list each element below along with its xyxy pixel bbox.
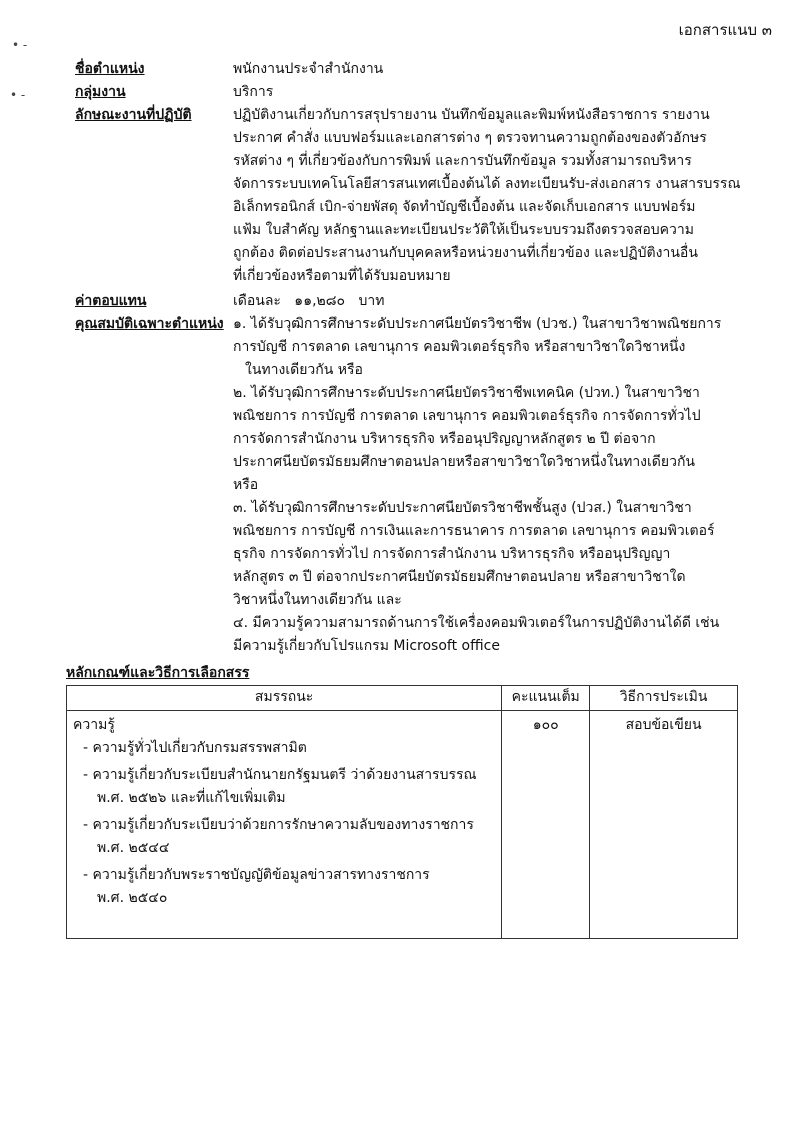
knowledge-item: - ความรู้เกี่ยวกับพระราชบัญญัติข้อมูลข่าวสารทางราชการ bbox=[83, 867, 430, 883]
duties-field bbox=[75, 104, 755, 288]
position-label: ชื่อตำแหน่ง bbox=[75, 61, 145, 77]
duties-text bbox=[233, 104, 755, 288]
qualification-line: พณิชยการ การบัญชี การเงินและการธนาคาร การตลาด เลขานุการ คอมพิวเตอร์ bbox=[233, 523, 715, 539]
salary-value: เดือนละ ๑๑,๒๘๐ บาท bbox=[233, 293, 385, 309]
duties-line: ถูกต้อง ติดต่อประสานงานกับบุคคลหรือหน่วยงานที่เกี่ยวข้อง และปฏิบัติงานอื่น bbox=[233, 245, 698, 261]
scan-mark: • - bbox=[12, 38, 28, 52]
duties-line: แฟ้ม ใบสำคัญ หลักฐานและทะเบียนประวัติให้เป็นระบบรวมถึงตรวจสอบความ bbox=[233, 222, 694, 238]
method-cell: สอบข้อเขียน bbox=[590, 711, 738, 939]
attachment-label: เอกสารแนบ ๓ bbox=[678, 21, 772, 39]
criteria-header-row bbox=[67, 686, 738, 711]
qualification-line: ๒. ได้รับวุฒิการศึกษาระดับประกาศนียบัตรวิชาชีพเทคนิค (ปวท.) ในสาขาวิชา bbox=[233, 385, 700, 401]
qualification-line: หลักสูตร ๓ ปี ต่อจากประกาศนียบัตรมัธยมศึกษาตอนปลาย หรือสาขาวิชาใด bbox=[233, 569, 686, 585]
qualification-line: ๑. ได้รับวุฒิการศึกษาระดับประกาศนียบัตรวิชาชีพ (ปวช.) ในสาขาวิชาพณิชยการ bbox=[233, 316, 722, 332]
salary-label: ค่าตอบแทน bbox=[75, 293, 147, 309]
qualification-line: ประกาศนียบัตรมัธยมศึกษาตอนปลายหรือสาขาวิชาใดวิชาหนึ่งในทางเดียวกัน bbox=[233, 454, 696, 470]
competency-cell bbox=[67, 711, 502, 939]
position-field bbox=[75, 58, 755, 81]
qualifications-text bbox=[233, 313, 755, 658]
qualification-line: ธุรกิจ การจัดการทั่วไป การจัดการสำนักงาน บริหารธุรกิจ หรืออนุปริญญา bbox=[233, 546, 671, 562]
header-competency: สมรรถนะ bbox=[67, 686, 502, 711]
scan-mark: • - bbox=[10, 88, 26, 102]
duties-line: อิเล็กทรอนิกส์ เบิก-จ่ายพัสดุ จัดทำบัญชีเบื้องต้น และจัดเก็บเอกสาร แบบฟอร์ม bbox=[233, 199, 696, 215]
group-field bbox=[75, 81, 755, 104]
knowledge-item-sub: พ.ศ. ๒๕๔๔ bbox=[97, 840, 170, 856]
qualification-line: วิชาหนึ่งในทางเดียวกัน และ bbox=[233, 592, 402, 608]
duties-line: รหัสต่าง ๆ ที่เกี่ยวข้องกับการพิมพ์ และการบันทึกข้อมูล รวมทั้งสามารถบริหาร bbox=[233, 153, 692, 169]
qualifications-label: คุณสมบัติเฉพาะตำแหน่ง bbox=[75, 316, 224, 332]
duties-label: ลักษณะงานที่ปฏิบัติ bbox=[75, 107, 192, 123]
qualification-line: ๔. มีความรู้ความสามารถด้านการใช้เครื่องคอมพิวเตอร์ในการปฏิบัติงานได้ดี เช่น bbox=[233, 615, 720, 631]
duties-line: จัดการระบบเทคโนโลยีสารสนเทศเบื้องต้นได้ ลงทะเบียนรับ-ส่งเอกสาร งานสารบรรณ bbox=[233, 176, 741, 192]
knowledge-item: - ความรู้ทั่วไปเกี่ยวกับกรมสรรพสามิต bbox=[83, 740, 307, 756]
qualification-line: ๓. ได้รับวุฒิการศึกษาระดับประกาศนียบัตรวิชาชีพชั้นสูง (ปวส.) ในสาขาวิชา bbox=[233, 500, 692, 516]
criteria-table bbox=[66, 685, 738, 939]
group-value: บริการ bbox=[233, 84, 274, 100]
criteria-title: หลักเกณฑ์และวิธีการเลือกสรร bbox=[66, 665, 250, 681]
qualification-line: พณิชยการ การบัญชี การตลาด เลขานุการ คอมพิวเตอร์ธุรกิจ การจัดการทั่วไป bbox=[233, 408, 701, 424]
qualification-line: การบัญชี การตลาด เลขานุการ คอมพิวเตอร์ธุรกิจ หรือสาขาวิชาใดวิชาหนึ่ง bbox=[233, 339, 686, 355]
qualification-line: การจัดการสำนักงาน บริหารธุรกิจ หรืออนุปริญญาหลักสูตร ๒ ปี ต่อจาก bbox=[233, 431, 656, 447]
competency-title: ความรู้ bbox=[73, 717, 115, 733]
criteria-row bbox=[67, 711, 738, 939]
duties-line: ปฏิบัติงานเกี่ยวกับการสรุปรายงาน บันทึกข้อมูลและพิมพ์หนังสือราชการ รายงาน bbox=[233, 107, 710, 123]
group-label: กลุ่มงาน bbox=[75, 84, 126, 100]
knowledge-item-sub: พ.ศ. ๒๕๒๖ และที่แก้ไขเพิ่มเติม bbox=[97, 790, 286, 806]
qualification-line: มีความรู้เกี่ยวกับโปรแกรม Microsoft office bbox=[233, 638, 500, 654]
score-cell: ๑๐๐ bbox=[502, 711, 590, 939]
header-full-score: คะแนนเต็ม bbox=[502, 686, 590, 711]
qualification-line: ในทางเดียวกัน หรือ bbox=[245, 362, 363, 378]
qualification-line: หรือ bbox=[233, 477, 259, 493]
duties-line: ที่เกี่ยวข้องหรือตามที่ได้รับมอบหมาย bbox=[233, 268, 451, 284]
duties-line: ประกาศ คำสั่ง แบบฟอร์มและเอกสารต่าง ๆ ตรวจทานความถูกต้องของตัวอักษร bbox=[233, 130, 707, 146]
qualifications-field bbox=[75, 313, 755, 658]
knowledge-item: - ความรู้เกี่ยวกับระเบียบว่าด้วยการรักษาความลับของทางราชการ bbox=[83, 817, 474, 833]
knowledge-item-sub: พ.ศ. ๒๕๔๐ bbox=[97, 890, 168, 906]
knowledge-item: - ความรู้เกี่ยวกับระเบียบสำนักนายกรัฐมนตรี ว่าด้วยงานสารบรรณ bbox=[83, 767, 477, 783]
position-value: พนักงานประจำสำนักงาน bbox=[233, 61, 384, 77]
salary-field bbox=[75, 290, 755, 313]
header-method: วิธีการประเมิน bbox=[590, 686, 738, 711]
